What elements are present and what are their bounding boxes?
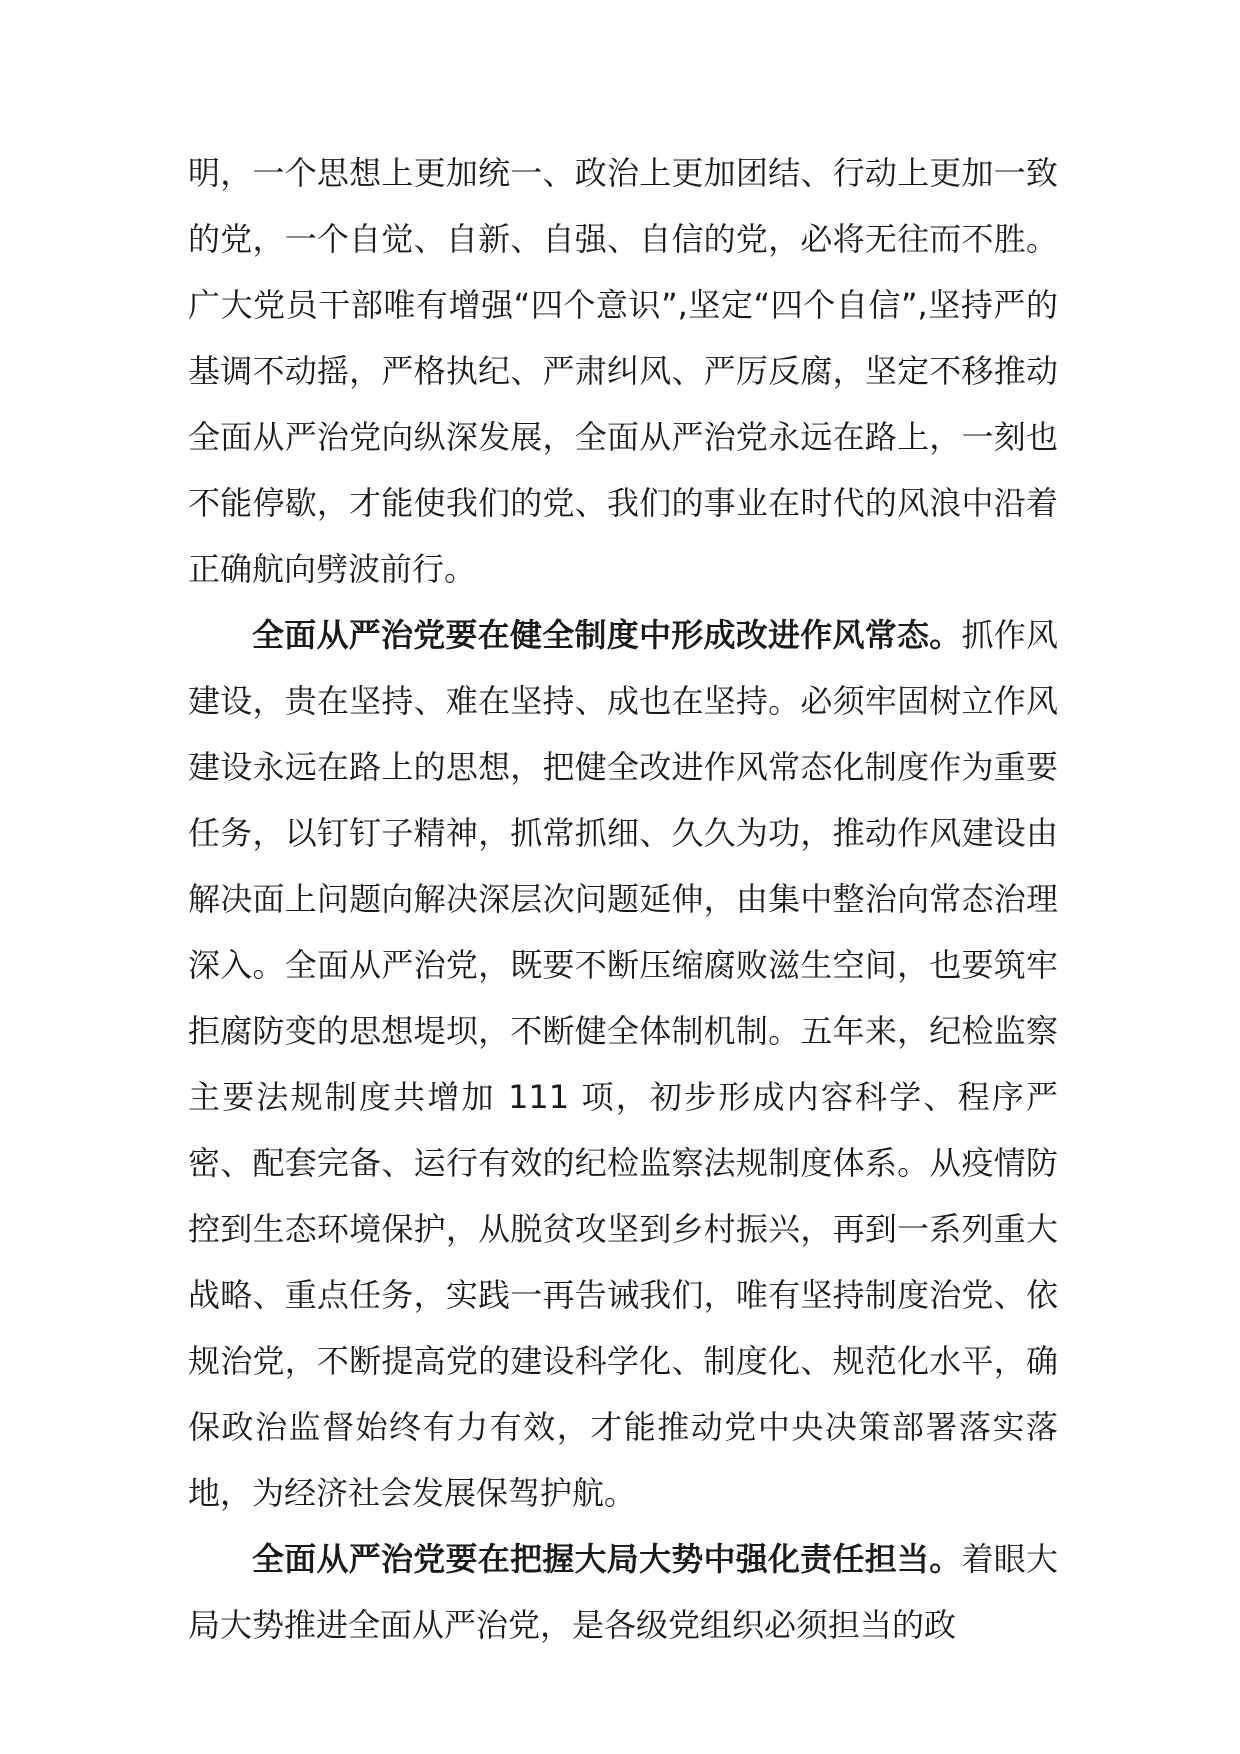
paragraph-text: 明，一个思想上更加统一、政治上更加团结、行动上更加一致的党，一个自觉、自新、自强、自信的党，必将无往而不胜。广大党员干部唯有增强“四个意识”,坚定“四个自信”,坚持严的基调不动摇，严格执纪、严肃纠风、严厉反腐，坚定不移推动全面从严治党向纵深发展，全面从严治党永远在路上，一刻也不能停歇，才能使我们的党、我们的事业在时代的风浪中沿着正确航向劈波前行。	[188, 154, 1058, 588]
paragraph-style-norm	[188, 602, 1058, 1526]
paragraph-responsibility	[188, 1526, 1058, 1658]
paragraph-heading: 全面从严治党要在把握大局大势中强化责任担当。	[252, 1540, 962, 1578]
paragraph-continuation	[188, 140, 1058, 602]
paragraph-text: 着眼大局大势推进全面从严治党，是各级党组织必须担当的政	[188, 1540, 1058, 1644]
document-page	[188, 140, 1058, 1658]
paragraph-heading: 全面从严治党要在健全制度中形成改进作风常态。	[252, 616, 962, 654]
paragraph-text: 抓作风建设，贵在坚持、难在坚持、成也在坚持。必须牢固树立作风建设永远在路上的思想，把健全改进作风常态化制度作为重要任务，以钉钉子精神，抓常抓细、久久为功，推动作风建设由解决面上问题向解决深层次问题延伸，由集中整治向常态治理深入。全面从严治党，既要不断压缩腐败滋生空间，也要筑牢拒腐防变的思想堤坝，不断健全体制机制。五年来，纪检监察主要法规制度共增加 111 项，初步形成内容科学、程序严密、配套完备、运行有效的纪检监察法规制度体系。从疫情防控到生态环境保护，从脱贫攻坚到乡村振兴，再到一系列重大战略、重点任务，实践一再告诫我们，唯有坚持制度治党、依规治党，不断提高党的建设科学化、制度化、规范化水平，确保政治监督始终有力有效，才能推动党中央决策部署落实落地，为经济社会发展保驾护航。	[188, 616, 1058, 1512]
